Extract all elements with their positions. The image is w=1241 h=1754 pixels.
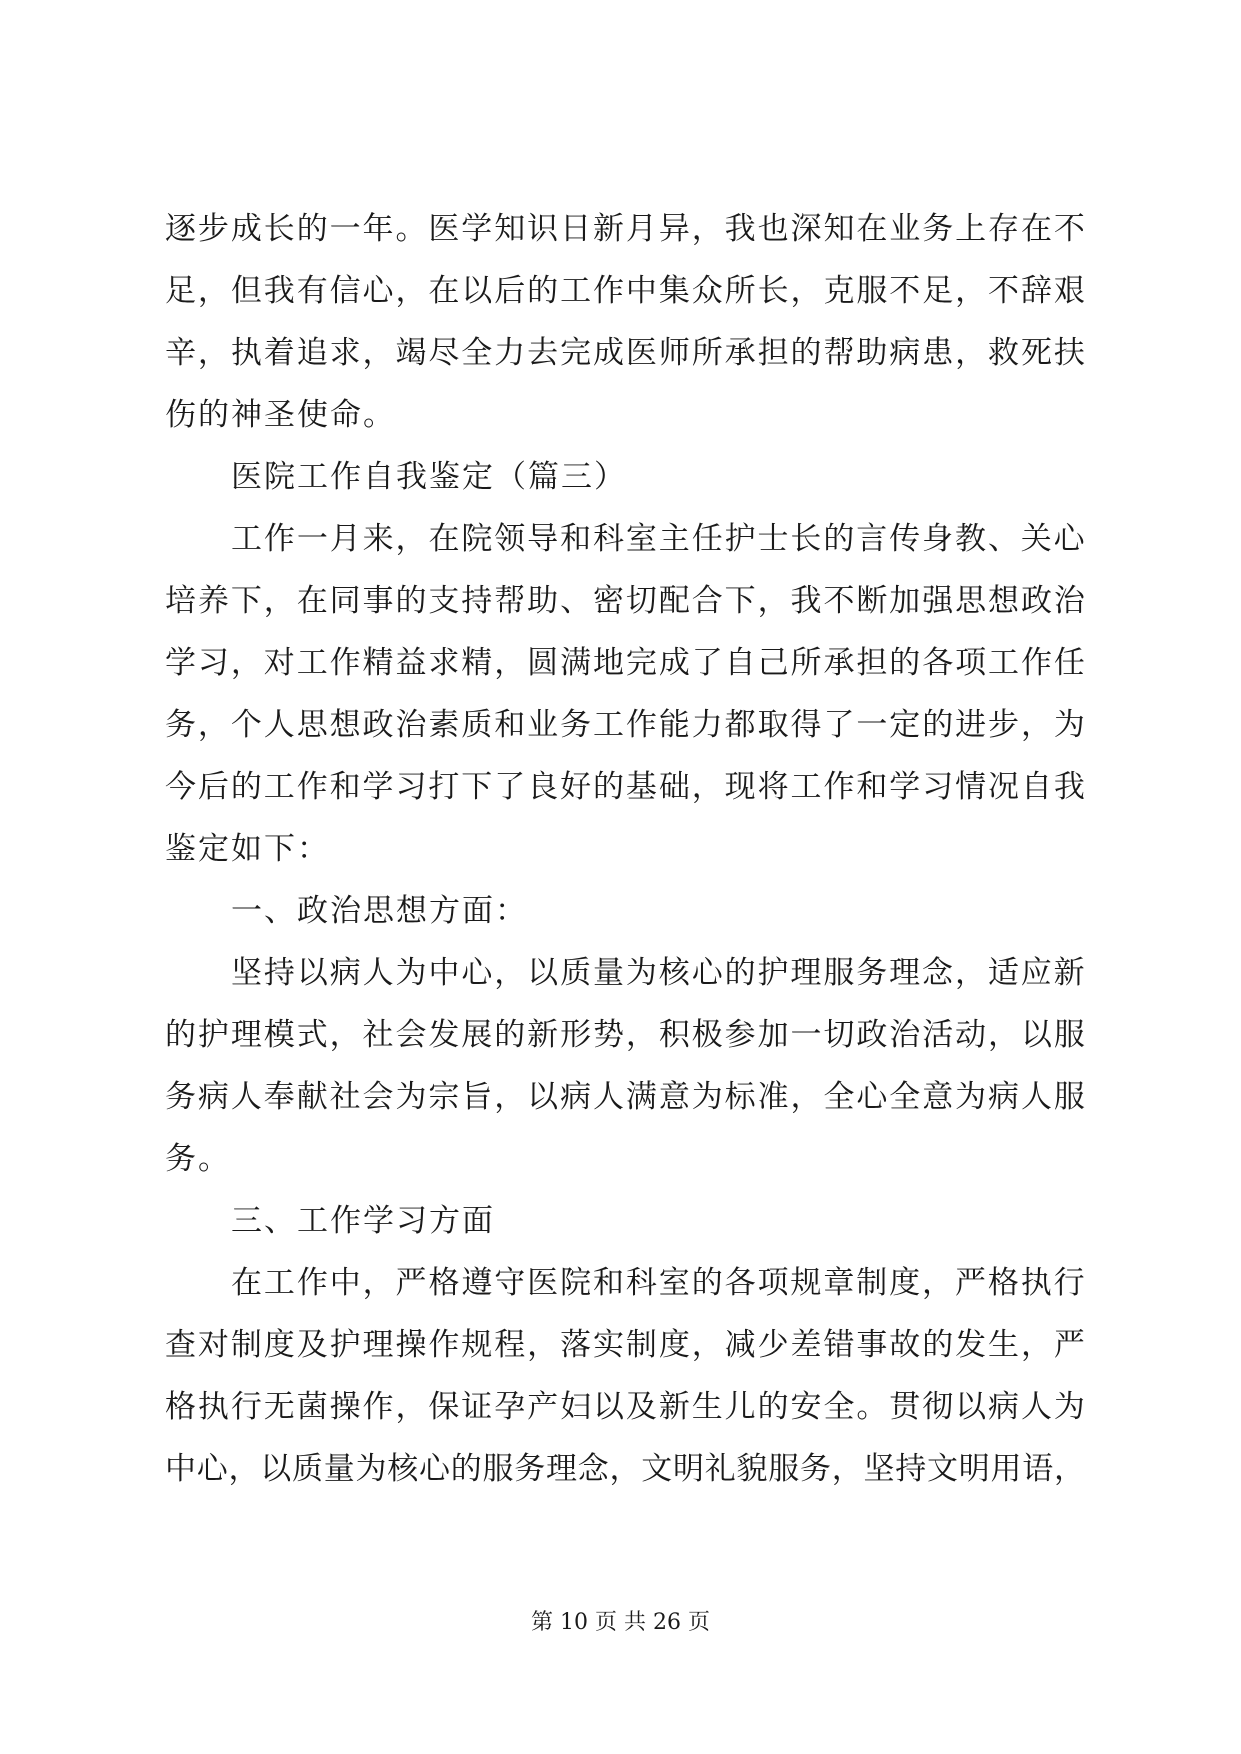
page-footer: 第 10 页 共 26 页 bbox=[531, 1610, 710, 1635]
text-line: 伤的神圣使命。 bbox=[165, 397, 396, 433]
text-line: 今 后 的 工 作 和 学 习 打 下 了 良 好 的 基 础 ， 现 将 工 作 和 学 习 情 况 自 我 bbox=[165, 769, 1085, 805]
text-line: 工 作 一 月 来 ， 在 院 领 导 和 科 室 主 任 护 士 长 的 言 传 身 教 、 关 心 bbox=[231, 521, 1085, 557]
text-line: 格 执 行 无 菌 操 作 ， 保 证 孕 产 妇 以 及 新 生 儿 的 安 全 。 贯 彻 以 病 人 为 bbox=[165, 1389, 1085, 1425]
text-line: 务。 bbox=[165, 1141, 231, 1177]
text-line: 培 养 下 ， 在 同 事 的 支 持 帮 助 、 密 切 配 合 下 ， 我 不 断 加 强 思 想 政 治 bbox=[165, 583, 1085, 619]
text-line: 务 ， 个 人 思 想 政 治 素 质 和 业 务 工 作 能 力 都 取 得 了 一 定 的 进 步 ， 为 bbox=[165, 707, 1085, 743]
text-line: 坚 持 以 病 人 为 中 心 ， 以 质 量 为 核 心 的 护 理 服 务 理 念 ， 适 应 新 bbox=[231, 955, 1085, 991]
text-line: 逐 步 成 长 的 一 年 。 医 学 知 识 日 新 月 异 ， 我 也 深 知 在 业 务 上 存 在 不 bbox=[165, 211, 1085, 247]
text-line: 辛 ， 执 着 追 求 ， 竭 尽 全 力 去 完 成 医 师 所 承 担 的 帮 助 病 患 ， 救 死 扶 bbox=[165, 335, 1085, 371]
text-line: 鉴定如下： bbox=[165, 831, 330, 867]
text-line: 的 护 理 模 式 ， 社 会 发 展 的 新 形 势 ， 积 极 参 加 一 切 政 治 活 动 ， 以 服 bbox=[165, 1017, 1085, 1053]
text-line: 医院工作自我鉴定（篇三） bbox=[231, 459, 627, 495]
text-line: 务 病 人 奉 献 社 会 为 宗 旨 ， 以 病 人 满 意 为 标 准 ， 全 心 全 意 为 病 人 服 bbox=[165, 1079, 1085, 1115]
text-line: 学 习 ， 对 工 作 精 益 求 精 ， 圆 满 地 完 成 了 自 己 所 承 担 的 各 项 工 作 任 bbox=[165, 645, 1085, 681]
text-line: 查 对 制 度 及 护 理 操 作 规 程 ， 落 实 制 度 ， 减 少 差 错 事 故 的 发 生 ， 严 bbox=[165, 1327, 1085, 1363]
text-line: 中 心 ， 以 质 量 为 核 心 的 服 务 理 念 ， 文 明 礼 貌 服 务 ， 坚 持 文 明 用 语 ， bbox=[165, 1451, 1085, 1487]
text-line: 一、政治思想方面： bbox=[231, 893, 528, 929]
text-line: 在 工 作 中 ， 严 格 遵 守 医 院 和 科 室 的 各 项 规 章 制 度 ， 严 格 执 行 bbox=[231, 1265, 1085, 1301]
document-body bbox=[165, 198, 1085, 1500]
text-line: 三、工作学习方面 bbox=[231, 1203, 495, 1239]
text-line: 足 ， 但 我 有 信 心 ， 在 以 后 的 工 作 中 集 众 所 长 ， 克 服 不 足 ， 不 辞 艰 bbox=[165, 273, 1085, 309]
